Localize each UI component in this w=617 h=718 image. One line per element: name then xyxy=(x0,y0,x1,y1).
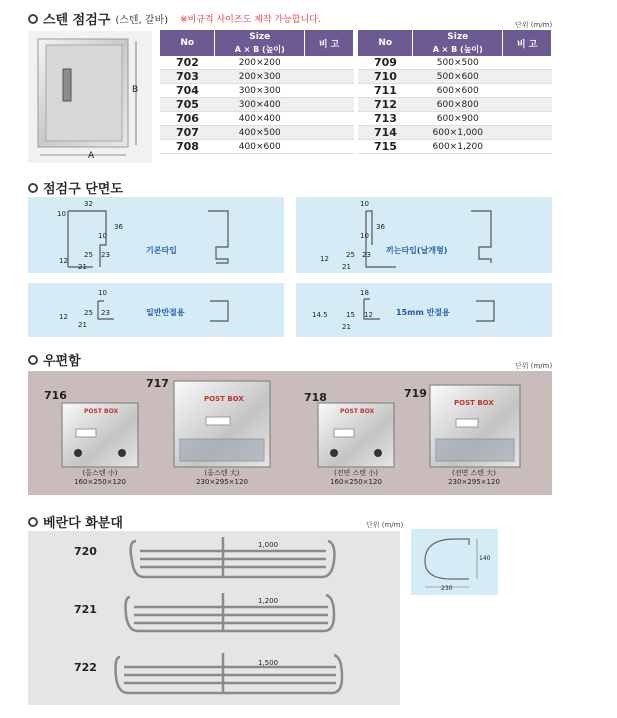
table-row xyxy=(358,84,552,98)
table-row xyxy=(358,140,552,154)
section-title-inspection: 스텐 점검구 (스텐, 갈바) xyxy=(28,9,168,28)
cell-note xyxy=(305,126,354,140)
cell-size: 300×400 xyxy=(215,98,305,112)
cell-note xyxy=(503,140,552,154)
table-row xyxy=(160,84,354,98)
cell-note xyxy=(503,56,552,70)
postbox-caption: (전면 스텐 大) 230×295×120 xyxy=(448,469,500,486)
postbox-number: 719 xyxy=(404,387,427,400)
cell-no: 708 xyxy=(160,140,215,154)
table-row xyxy=(358,56,552,70)
table-row xyxy=(358,98,552,112)
cell-no: 702 xyxy=(160,56,215,70)
postbox-number: 718 xyxy=(304,391,327,404)
rack-length: 1,200 xyxy=(258,597,279,605)
cell-note xyxy=(503,126,552,140)
detail-width: 230 xyxy=(441,585,453,592)
cell-size: 600×800 xyxy=(413,98,503,112)
table-row xyxy=(358,126,552,140)
table-row xyxy=(160,126,354,140)
col-size-sub: A × B (높이) xyxy=(215,43,305,56)
cell-note xyxy=(305,84,354,98)
cell-no: 715 xyxy=(358,140,413,154)
cell-size: 400×400 xyxy=(215,112,305,126)
cell-size: 600×900 xyxy=(413,112,503,126)
cell-no: 709 xyxy=(358,56,413,70)
cell-no: 705 xyxy=(160,98,215,112)
cell-no: 704 xyxy=(160,84,215,98)
section-title-postbox: 우편함 xyxy=(28,350,81,369)
rack-number: 720 xyxy=(74,545,97,558)
table-row xyxy=(160,112,354,126)
col-note: 비 고 xyxy=(305,30,354,56)
col-no: No xyxy=(358,30,413,56)
cell-size: 300×300 xyxy=(215,84,305,98)
cell-size: 500×500 xyxy=(413,56,503,70)
postbox-label: POST BOX xyxy=(84,408,119,415)
col-note: 비 고 xyxy=(503,30,552,56)
rack-length: 1,500 xyxy=(258,659,279,667)
postbox-caption: (올스텐 大) 230×295×120 xyxy=(196,469,248,486)
cell-note xyxy=(503,112,552,126)
cross-section-15mm: 15mm 반절용 18 14.5 15 12 21 xyxy=(296,283,552,337)
postbox-number: 716 xyxy=(44,389,67,402)
postbox-band xyxy=(28,371,552,495)
cell-size: 400×600 xyxy=(215,140,305,154)
bullet-circle-icon xyxy=(28,517,38,527)
postbox-caption: (올스텐 小) 160×250×120 xyxy=(74,469,126,486)
cross-section-half: 일반반절용 10 12 25 23 21 xyxy=(28,283,284,337)
cell-no: 706 xyxy=(160,112,215,126)
table-row xyxy=(160,140,354,154)
col-no: No xyxy=(160,30,215,56)
table-row xyxy=(160,98,354,112)
cell-size: 600×1,000 xyxy=(413,126,503,140)
rack-number: 721 xyxy=(74,603,97,616)
cell-note xyxy=(305,98,354,112)
dim-b-label: B xyxy=(132,85,139,95)
table-row xyxy=(160,70,354,84)
rack-detail-drawing xyxy=(411,529,498,595)
cell-note xyxy=(503,98,552,112)
col-size: Size xyxy=(215,30,305,43)
cell-note xyxy=(503,84,552,98)
col-size-sub: A × B (높이) xyxy=(413,43,503,56)
table-row xyxy=(160,56,354,70)
postbox-label: POST BOX xyxy=(204,395,244,403)
bullet-circle-icon xyxy=(28,14,38,24)
cell-no: 711 xyxy=(358,84,413,98)
inspection-panel-photo xyxy=(28,31,152,163)
unit-label: 단위 (m/m) xyxy=(515,362,553,370)
table-row xyxy=(358,70,552,84)
cell-size: 600×600 xyxy=(413,84,503,98)
cell-no: 710 xyxy=(358,70,413,84)
cell-size: 500×600 xyxy=(413,70,503,84)
size-table-left xyxy=(160,30,354,154)
unit-label: 단위 (m/m) xyxy=(366,521,404,529)
postbox-label: POST BOX xyxy=(340,408,375,415)
cross-section-basic: 기본타입 10 32 36 10 12 25 23 21 xyxy=(28,197,284,273)
bullet-circle-icon xyxy=(28,355,38,365)
cross-section-wing: 끼는타입(날개형) 10 36 10 12 25 23 21 xyxy=(296,197,552,273)
postbox-caption: (전면 스텐 小) 160×250×120 xyxy=(330,469,382,486)
cell-note xyxy=(305,56,354,70)
section-title-cross: 점검구 단면도 xyxy=(28,178,123,197)
cell-note xyxy=(305,70,354,84)
rack-panel xyxy=(28,531,400,705)
cell-no: 707 xyxy=(160,126,215,140)
table-row xyxy=(358,112,552,126)
cell-note xyxy=(503,70,552,84)
rack-number: 722 xyxy=(74,661,97,674)
section-title-rack: 베란다 화분대 xyxy=(28,512,123,531)
size-table-right xyxy=(358,30,552,154)
dim-a-label: A xyxy=(88,151,95,161)
custom-size-notice: ※비규격 사이즈도 제작 가능합니다. xyxy=(180,15,321,25)
cell-size: 600×1,200 xyxy=(413,140,503,154)
cell-size: 400×500 xyxy=(215,126,305,140)
col-size: Size xyxy=(413,30,503,43)
postbox-number: 717 xyxy=(146,377,169,390)
rack-length: 1,000 xyxy=(258,541,279,549)
cell-size: 200×300 xyxy=(215,70,305,84)
unit-label: 단위 (m/m) xyxy=(515,21,553,29)
cell-size: 200×200 xyxy=(215,56,305,70)
detail-height: 140 xyxy=(479,555,491,562)
bullet-circle-icon xyxy=(28,183,38,193)
cell-no: 712 xyxy=(358,98,413,112)
cell-note xyxy=(305,140,354,154)
cell-no: 714 xyxy=(358,126,413,140)
postbox-label: POST BOX xyxy=(454,399,494,407)
cell-note xyxy=(305,112,354,126)
cell-no: 703 xyxy=(160,70,215,84)
cell-no: 713 xyxy=(358,112,413,126)
